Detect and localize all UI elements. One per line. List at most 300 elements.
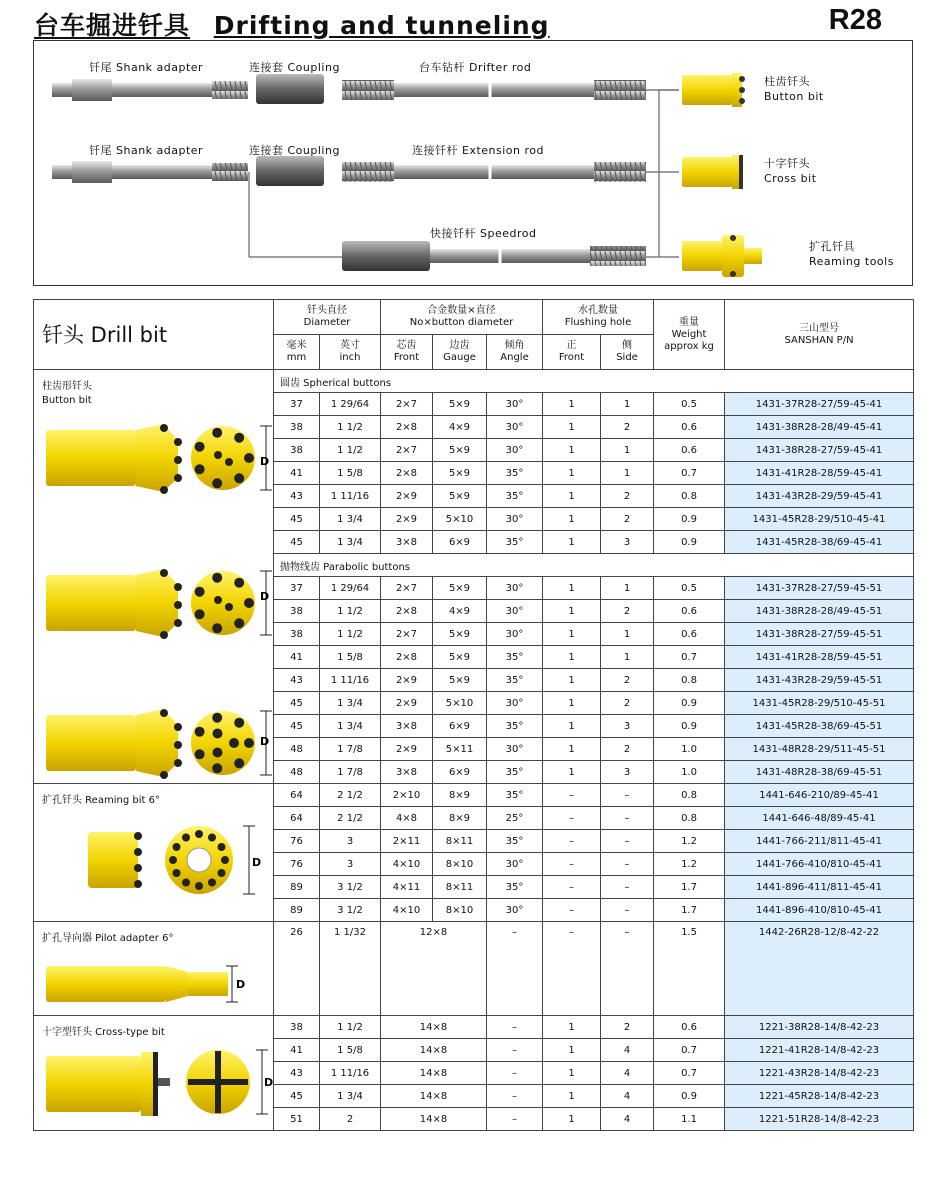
hdr-diameter: 钎头直径 Diameter bbox=[274, 300, 381, 335]
table-cell: 48 bbox=[274, 761, 320, 784]
table-cell: 35° bbox=[487, 485, 543, 508]
table-cell: 1 1/2 bbox=[320, 623, 381, 646]
table-cell: 30° bbox=[487, 393, 543, 416]
table-cell: 35° bbox=[487, 669, 543, 692]
table-cell: 1 bbox=[543, 646, 601, 669]
table-cell: 1 bbox=[601, 462, 654, 485]
cross-bit-image bbox=[38, 1044, 278, 1124]
table-cell: 30° bbox=[487, 577, 543, 600]
table-cell: 1 5/8 bbox=[320, 1039, 381, 1062]
table-cell: 1 bbox=[543, 485, 601, 508]
table-cell: 2 bbox=[601, 692, 654, 715]
table-cell: 1 bbox=[543, 439, 601, 462]
table-cell: 1 bbox=[543, 738, 601, 761]
table-cell: 1 bbox=[543, 1062, 601, 1085]
table-cell: 14×8 bbox=[381, 1039, 487, 1062]
table-cell: 2 bbox=[320, 1108, 381, 1131]
table-cell: 2 bbox=[601, 1016, 654, 1039]
table-cell: 6×9 bbox=[433, 531, 487, 554]
table-cell: 30° bbox=[487, 439, 543, 462]
table-cell: 2×9 bbox=[381, 692, 433, 715]
table-cell: 1.7 bbox=[654, 876, 725, 899]
hdr-front: 芯齿 Front bbox=[381, 335, 433, 370]
table-cell: 6×9 bbox=[433, 715, 487, 738]
table-cell: 5×9 bbox=[433, 646, 487, 669]
table-cell: 6×9 bbox=[433, 761, 487, 784]
table-cell: 0.8 bbox=[654, 669, 725, 692]
table-cell: 2×9 bbox=[381, 738, 433, 761]
table-cell: 8×10 bbox=[433, 853, 487, 876]
hdr-flushing: 水孔数量 Flushing hole bbox=[543, 300, 654, 335]
table-cell: 2 bbox=[601, 508, 654, 531]
table-cell: 2×7 bbox=[381, 577, 433, 600]
table-row bbox=[34, 922, 914, 1016]
table-cell: 2×9 bbox=[381, 485, 433, 508]
table-cell: 2×8 bbox=[381, 646, 433, 669]
table-cell: 37 bbox=[274, 577, 320, 600]
hdr-pn: 三山型号 SANSHAN P/N bbox=[725, 300, 914, 370]
table-cell: 5×9 bbox=[433, 623, 487, 646]
label-drifter-rod: 台车钻杆 Drifter rod bbox=[419, 61, 532, 74]
table-cell: 1 3/4 bbox=[320, 508, 381, 531]
dimension-label: D bbox=[264, 1076, 274, 1089]
table-cell: 25° bbox=[487, 807, 543, 830]
hdr-mm: 毫米 mm bbox=[274, 335, 320, 370]
table-cell: 2×9 bbox=[381, 669, 433, 692]
table-cell: 1 bbox=[543, 462, 601, 485]
table-cell: – bbox=[487, 1062, 543, 1085]
part-number: 1441-766-211/811-45-41 bbox=[725, 830, 914, 853]
table-cell: 5×9 bbox=[433, 462, 487, 485]
table-cell: 3 bbox=[601, 715, 654, 738]
label-shank-adapter-2: 钎尾 Shank adapter bbox=[89, 144, 204, 157]
part-number: 1221-41R28-14/8-42-23 bbox=[725, 1039, 914, 1062]
table-cell: 1 7/8 bbox=[320, 738, 381, 761]
table-cell: 3 bbox=[320, 830, 381, 853]
table-cell: – bbox=[543, 899, 601, 922]
part-number: 1221-43R28-14/8-42-23 bbox=[725, 1062, 914, 1085]
table-cell: 45 bbox=[274, 715, 320, 738]
part-number: 1431-37R28-27/59-45-51 bbox=[725, 577, 914, 600]
table-cell: 0.6 bbox=[654, 1016, 725, 1039]
table-cell: 30° bbox=[487, 853, 543, 876]
button-bit-parabolic-large-image bbox=[38, 705, 278, 785]
table-cell: 3 bbox=[320, 853, 381, 876]
table-cell: 30° bbox=[487, 899, 543, 922]
label-cross-bit: 十字钎头 Cross bit bbox=[764, 157, 817, 185]
table-cell: 1 bbox=[601, 577, 654, 600]
table-cell: 4×9 bbox=[433, 600, 487, 623]
table-cell: 1.5 bbox=[654, 922, 725, 1016]
title-cn: 台车掘进钎具 bbox=[34, 11, 191, 40]
section-title: 钎头 Drill bit bbox=[34, 300, 274, 370]
table-cell: 1 bbox=[543, 715, 601, 738]
table-cell: 30° bbox=[487, 738, 543, 761]
part-number: 1221-38R28-14/8-42-23 bbox=[725, 1016, 914, 1039]
subsection-header: 抛物线齿 Parabolic buttons bbox=[274, 554, 914, 577]
table-cell: 3×8 bbox=[381, 715, 433, 738]
drill-string-diagram bbox=[33, 40, 913, 286]
hdr-weight: 重量 Weight approx kg bbox=[654, 300, 725, 370]
table-cell: – bbox=[601, 876, 654, 899]
table-cell: 30° bbox=[487, 600, 543, 623]
table-cell: 38 bbox=[274, 623, 320, 646]
table-cell: 1 bbox=[543, 577, 601, 600]
table-cell: 30° bbox=[487, 623, 543, 646]
table-cell: 3 1/2 bbox=[320, 899, 381, 922]
table-cell: 4×11 bbox=[381, 876, 433, 899]
table-cell: 8×9 bbox=[433, 807, 487, 830]
product-image-cell bbox=[34, 1016, 274, 1131]
part-number: 1431-48R28-38/69-45-51 bbox=[725, 761, 914, 784]
part-number: 1431-45R28-29/510-45-51 bbox=[725, 692, 914, 715]
table-cell: 2 1/2 bbox=[320, 784, 381, 807]
label-speedrod: 快接钎杆 Speedrod bbox=[430, 227, 537, 240]
table-cell: 2×10 bbox=[381, 784, 433, 807]
table-cell: 8×11 bbox=[433, 830, 487, 853]
page-title bbox=[34, 6, 550, 42]
table-cell: 5×9 bbox=[433, 393, 487, 416]
dimension-label: D bbox=[260, 590, 270, 603]
table-cell: 45 bbox=[274, 692, 320, 715]
table-cell: 1 bbox=[543, 1108, 601, 1131]
label-button-bit: 柱齿钎头 Button bit bbox=[764, 75, 824, 103]
table-cell: 45 bbox=[274, 531, 320, 554]
table-cell: 14×8 bbox=[381, 1108, 487, 1131]
part-number: 1441-646-210/89-45-41 bbox=[725, 784, 914, 807]
table-cell: 8×10 bbox=[433, 899, 487, 922]
label-coupling-1: 连接套 Coupling bbox=[249, 61, 340, 74]
table-cell: 0.7 bbox=[654, 1039, 725, 1062]
drill-bit-table bbox=[33, 299, 914, 1131]
table-cell: 38 bbox=[274, 1016, 320, 1039]
shank-adapter-1 bbox=[52, 79, 248, 101]
table-cell: 8×11 bbox=[433, 876, 487, 899]
table-cell: 0.9 bbox=[654, 531, 725, 554]
table-cell: 1 3/4 bbox=[320, 531, 381, 554]
table-cell: 5×10 bbox=[433, 692, 487, 715]
table-cell: – bbox=[601, 807, 654, 830]
table-cell: 0.5 bbox=[654, 393, 725, 416]
part-number: 1431-45R28-38/69-45-51 bbox=[725, 715, 914, 738]
table-cell: – bbox=[487, 1085, 543, 1108]
table-cell: 89 bbox=[274, 876, 320, 899]
table-cell: – bbox=[487, 1108, 543, 1131]
table-cell: 0.6 bbox=[654, 600, 725, 623]
table-cell: 1 bbox=[601, 623, 654, 646]
table-cell: – bbox=[543, 830, 601, 853]
table-cell: 1 29/64 bbox=[320, 577, 381, 600]
table-cell: 2×8 bbox=[381, 416, 433, 439]
product-image-cell bbox=[34, 370, 274, 784]
table-cell: 14×8 bbox=[381, 1062, 487, 1085]
table-cell: 1 bbox=[601, 439, 654, 462]
table-cell: 1 bbox=[543, 692, 601, 715]
table-cell: 26 bbox=[274, 922, 320, 1016]
table-cell: 35° bbox=[487, 462, 543, 485]
product-image-cell bbox=[34, 922, 274, 1016]
table-cell: 1.2 bbox=[654, 830, 725, 853]
table-cell: 3×8 bbox=[381, 761, 433, 784]
hdr-flush-side: 侧 Side bbox=[601, 335, 654, 370]
table-cell: 1 bbox=[543, 1016, 601, 1039]
table-cell: 41 bbox=[274, 646, 320, 669]
product-code: R28 bbox=[828, 4, 882, 36]
table-cell: – bbox=[487, 1016, 543, 1039]
table-cell: 1.7 bbox=[654, 899, 725, 922]
table-cell: 64 bbox=[274, 784, 320, 807]
table-cell: 4 bbox=[601, 1062, 654, 1085]
table-cell: 1 bbox=[543, 623, 601, 646]
table-cell: – bbox=[543, 853, 601, 876]
table-cell: 64 bbox=[274, 807, 320, 830]
table-cell: 0.8 bbox=[654, 807, 725, 830]
table-cell: 1.0 bbox=[654, 761, 725, 784]
table-cell: 1 3/4 bbox=[320, 692, 381, 715]
table-cell: 0.5 bbox=[654, 577, 725, 600]
table-cell: 2 bbox=[601, 485, 654, 508]
table-cell: 4 bbox=[601, 1108, 654, 1131]
table-cell: 2×9 bbox=[381, 508, 433, 531]
speedrod bbox=[342, 239, 646, 273]
part-number: 1431-41R28-28/59-45-51 bbox=[725, 646, 914, 669]
table-row bbox=[34, 784, 914, 807]
shank-adapter-2 bbox=[52, 161, 248, 183]
table-cell: 45 bbox=[274, 508, 320, 531]
table-cell: 1 11/16 bbox=[320, 669, 381, 692]
table-cell: 1 1/2 bbox=[320, 439, 381, 462]
table-cell: 3 bbox=[601, 531, 654, 554]
table-cell: 1 29/64 bbox=[320, 393, 381, 416]
table-cell: 30° bbox=[487, 416, 543, 439]
table-cell: 41 bbox=[274, 462, 320, 485]
table-cell: 76 bbox=[274, 853, 320, 876]
table-cell: 1 bbox=[543, 531, 601, 554]
table-cell: 1 bbox=[543, 669, 601, 692]
subsection-header: 圆齿 Spherical buttons bbox=[274, 370, 914, 393]
part-number: 1431-48R28-29/511-45-51 bbox=[725, 738, 914, 761]
table-cell: 4×10 bbox=[381, 899, 433, 922]
table-cell: – bbox=[487, 922, 543, 1016]
table-cell: 1 5/8 bbox=[320, 646, 381, 669]
table-cell: 1 bbox=[543, 416, 601, 439]
table-cell: 2×7 bbox=[381, 393, 433, 416]
dimension-label: D bbox=[252, 856, 262, 869]
table-cell: 1 bbox=[543, 1085, 601, 1108]
button-bit-image bbox=[682, 73, 745, 107]
table-cell: 35° bbox=[487, 876, 543, 899]
table-cell: 1 3/4 bbox=[320, 1085, 381, 1108]
table-cell: 0.6 bbox=[654, 439, 725, 462]
table-cell: – bbox=[543, 876, 601, 899]
table-cell: 0.8 bbox=[654, 784, 725, 807]
table-cell: – bbox=[601, 830, 654, 853]
table-cell: 43 bbox=[274, 1062, 320, 1085]
drifter-rod bbox=[342, 75, 646, 105]
table-cell: – bbox=[543, 922, 601, 1016]
part-number: 1431-43R28-29/59-45-51 bbox=[725, 669, 914, 692]
table-cell: 1 bbox=[543, 1039, 601, 1062]
table-row bbox=[34, 1016, 914, 1039]
table-cell: 1 bbox=[601, 393, 654, 416]
table-cell: 35° bbox=[487, 784, 543, 807]
table-cell: 0.7 bbox=[654, 462, 725, 485]
dimension-label: D bbox=[236, 978, 246, 991]
part-number: 1441-896-410/810-45-41 bbox=[725, 899, 914, 922]
table-cell: – bbox=[601, 853, 654, 876]
table-cell: 76 bbox=[274, 830, 320, 853]
table-cell: 1.0 bbox=[654, 738, 725, 761]
table-cell: 1 bbox=[543, 393, 601, 416]
label-reaming-tools: 扩孔钎具 Reaming tools bbox=[809, 240, 894, 268]
hdr-gauge: 边齿 Gauge bbox=[433, 335, 487, 370]
dimension-label: D bbox=[260, 455, 270, 468]
table-cell: – bbox=[487, 1039, 543, 1062]
table-cell: 5×9 bbox=[433, 577, 487, 600]
coupling-1 bbox=[256, 74, 324, 104]
part-number: 1431-45R28-38/69-45-41 bbox=[725, 531, 914, 554]
table-cell: 1.1 bbox=[654, 1108, 725, 1131]
table-cell: 5×9 bbox=[433, 485, 487, 508]
table-cell: 89 bbox=[274, 899, 320, 922]
table-cell: 38 bbox=[274, 416, 320, 439]
button-bit-parabolic-image bbox=[38, 565, 278, 645]
table-cell: 0.9 bbox=[654, 715, 725, 738]
hdr-flush-front: 正 Front bbox=[543, 335, 601, 370]
table-cell: 1 11/16 bbox=[320, 1062, 381, 1085]
table-cell: 1 bbox=[543, 600, 601, 623]
table-cell: 4×9 bbox=[433, 416, 487, 439]
table-cell: 2×8 bbox=[381, 600, 433, 623]
part-number: 1431-37R28-27/59-45-41 bbox=[725, 393, 914, 416]
title-en: Drifting and tunneling bbox=[213, 11, 550, 40]
table-cell: 30° bbox=[487, 508, 543, 531]
table-cell: 3 bbox=[601, 761, 654, 784]
table-cell: 0.6 bbox=[654, 416, 725, 439]
table-cell: 2×8 bbox=[381, 462, 433, 485]
table-cell: 2 1/2 bbox=[320, 807, 381, 830]
table-cell: 1 1/32 bbox=[320, 922, 381, 1016]
table-cell: – bbox=[601, 784, 654, 807]
table-cell: 37 bbox=[274, 393, 320, 416]
table-cell: – bbox=[601, 922, 654, 1016]
table-cell: 4×10 bbox=[381, 853, 433, 876]
part-number: 1221-51R28-14/8-42-23 bbox=[725, 1108, 914, 1131]
table-cell: 43 bbox=[274, 485, 320, 508]
table-cell: 51 bbox=[274, 1108, 320, 1131]
hdr-inch: 英寸 inch bbox=[320, 335, 381, 370]
table-cell: 5×11 bbox=[433, 738, 487, 761]
table-cell: 5×9 bbox=[433, 439, 487, 462]
label-shank-adapter-1: 钎尾 Shank adapter bbox=[89, 61, 204, 74]
part-number: 1431-41R28-28/59-45-41 bbox=[725, 462, 914, 485]
table-cell: 1 7/8 bbox=[320, 761, 381, 784]
table-cell: 4 bbox=[601, 1085, 654, 1108]
table-cell: 1 3/4 bbox=[320, 715, 381, 738]
table-cell: 35° bbox=[487, 830, 543, 853]
table-cell: 1 bbox=[601, 646, 654, 669]
table-cell: 3 1/2 bbox=[320, 876, 381, 899]
table-cell: 14×8 bbox=[381, 1016, 487, 1039]
table-cell: 1 bbox=[543, 761, 601, 784]
part-number: 1442-26R28-12/8-42-22 bbox=[725, 922, 914, 1016]
product-label: 扩孔钎头 Reaming bit 6° bbox=[42, 795, 160, 806]
table-cell: 35° bbox=[487, 531, 543, 554]
coupling-2 bbox=[256, 156, 324, 186]
hdr-buttons: 合金数量×直径 No×button diameter bbox=[381, 300, 543, 335]
part-number: 1431-38R28-28/49-45-41 bbox=[725, 416, 914, 439]
label-coupling-2: 连接套 Coupling bbox=[249, 144, 340, 157]
table-cell: 4 bbox=[601, 1039, 654, 1062]
product-label: 十字型钎头 Cross-type bit bbox=[42, 1027, 165, 1038]
table-cell: 12×8 bbox=[381, 922, 487, 1016]
table-cell: 2 bbox=[601, 669, 654, 692]
dimension-label: D bbox=[260, 735, 270, 748]
table-cell: 43 bbox=[274, 669, 320, 692]
product-label: 扩孔导向器 Pilot adapter 6° bbox=[42, 933, 174, 944]
table-cell: 0.8 bbox=[654, 485, 725, 508]
table-cell: 2×7 bbox=[381, 623, 433, 646]
table-cell: 0.7 bbox=[654, 1062, 725, 1085]
part-number: 1221-45R28-14/8-42-23 bbox=[725, 1085, 914, 1108]
table-cell: 5×9 bbox=[433, 669, 487, 692]
part-number: 1441-896-411/811-45-41 bbox=[725, 876, 914, 899]
table-cell: 1 1/2 bbox=[320, 600, 381, 623]
table-cell: 45 bbox=[274, 1085, 320, 1108]
table-cell: 1 bbox=[543, 508, 601, 531]
table-cell: 35° bbox=[487, 646, 543, 669]
table-cell: 4×8 bbox=[381, 807, 433, 830]
cross-bit-image bbox=[682, 155, 743, 189]
reaming-tool-image bbox=[682, 235, 762, 277]
table-cell: 14×8 bbox=[381, 1085, 487, 1108]
table-cell: 0.9 bbox=[654, 508, 725, 531]
table-cell: 41 bbox=[274, 1039, 320, 1062]
table-cell: 1.2 bbox=[654, 853, 725, 876]
table-cell: 1 5/8 bbox=[320, 462, 381, 485]
table-cell: – bbox=[543, 807, 601, 830]
table-cell: 0.9 bbox=[654, 1085, 725, 1108]
table-cell: 2 bbox=[601, 600, 654, 623]
table-cell: 35° bbox=[487, 761, 543, 784]
part-number: 1441-646-48/89-45-41 bbox=[725, 807, 914, 830]
button-bit-spherical-image bbox=[38, 420, 278, 500]
table-cell: 38 bbox=[274, 600, 320, 623]
table-cell: 1 1/2 bbox=[320, 1016, 381, 1039]
table-cell: 2 bbox=[601, 416, 654, 439]
table-cell: 1 11/16 bbox=[320, 485, 381, 508]
table-cell: 1 1/2 bbox=[320, 416, 381, 439]
table-cell: 3×8 bbox=[381, 531, 433, 554]
part-number: 1431-43R28-29/59-45-41 bbox=[725, 485, 914, 508]
product-image-cell bbox=[34, 784, 274, 922]
part-number: 1441-766-410/810-45-41 bbox=[725, 853, 914, 876]
part-number: 1431-38R28-27/59-45-41 bbox=[725, 439, 914, 462]
table-cell: 2×7 bbox=[381, 439, 433, 462]
extension-rod bbox=[342, 157, 646, 187]
table-cell: 0.9 bbox=[654, 692, 725, 715]
product-label: 柱齿形钎头 Button bit bbox=[42, 381, 92, 406]
table-cell: 30° bbox=[487, 692, 543, 715]
table-cell: – bbox=[543, 784, 601, 807]
label-extension-rod: 连接钎杆 Extension rod bbox=[412, 144, 544, 157]
table-cell: 38 bbox=[274, 439, 320, 462]
table-cell: 8×9 bbox=[433, 784, 487, 807]
part-number: 1431-38R28-28/49-45-51 bbox=[725, 600, 914, 623]
table-cell: 48 bbox=[274, 738, 320, 761]
table-cell: 0.6 bbox=[654, 623, 725, 646]
part-number: 1431-38R28-27/59-45-51 bbox=[725, 623, 914, 646]
